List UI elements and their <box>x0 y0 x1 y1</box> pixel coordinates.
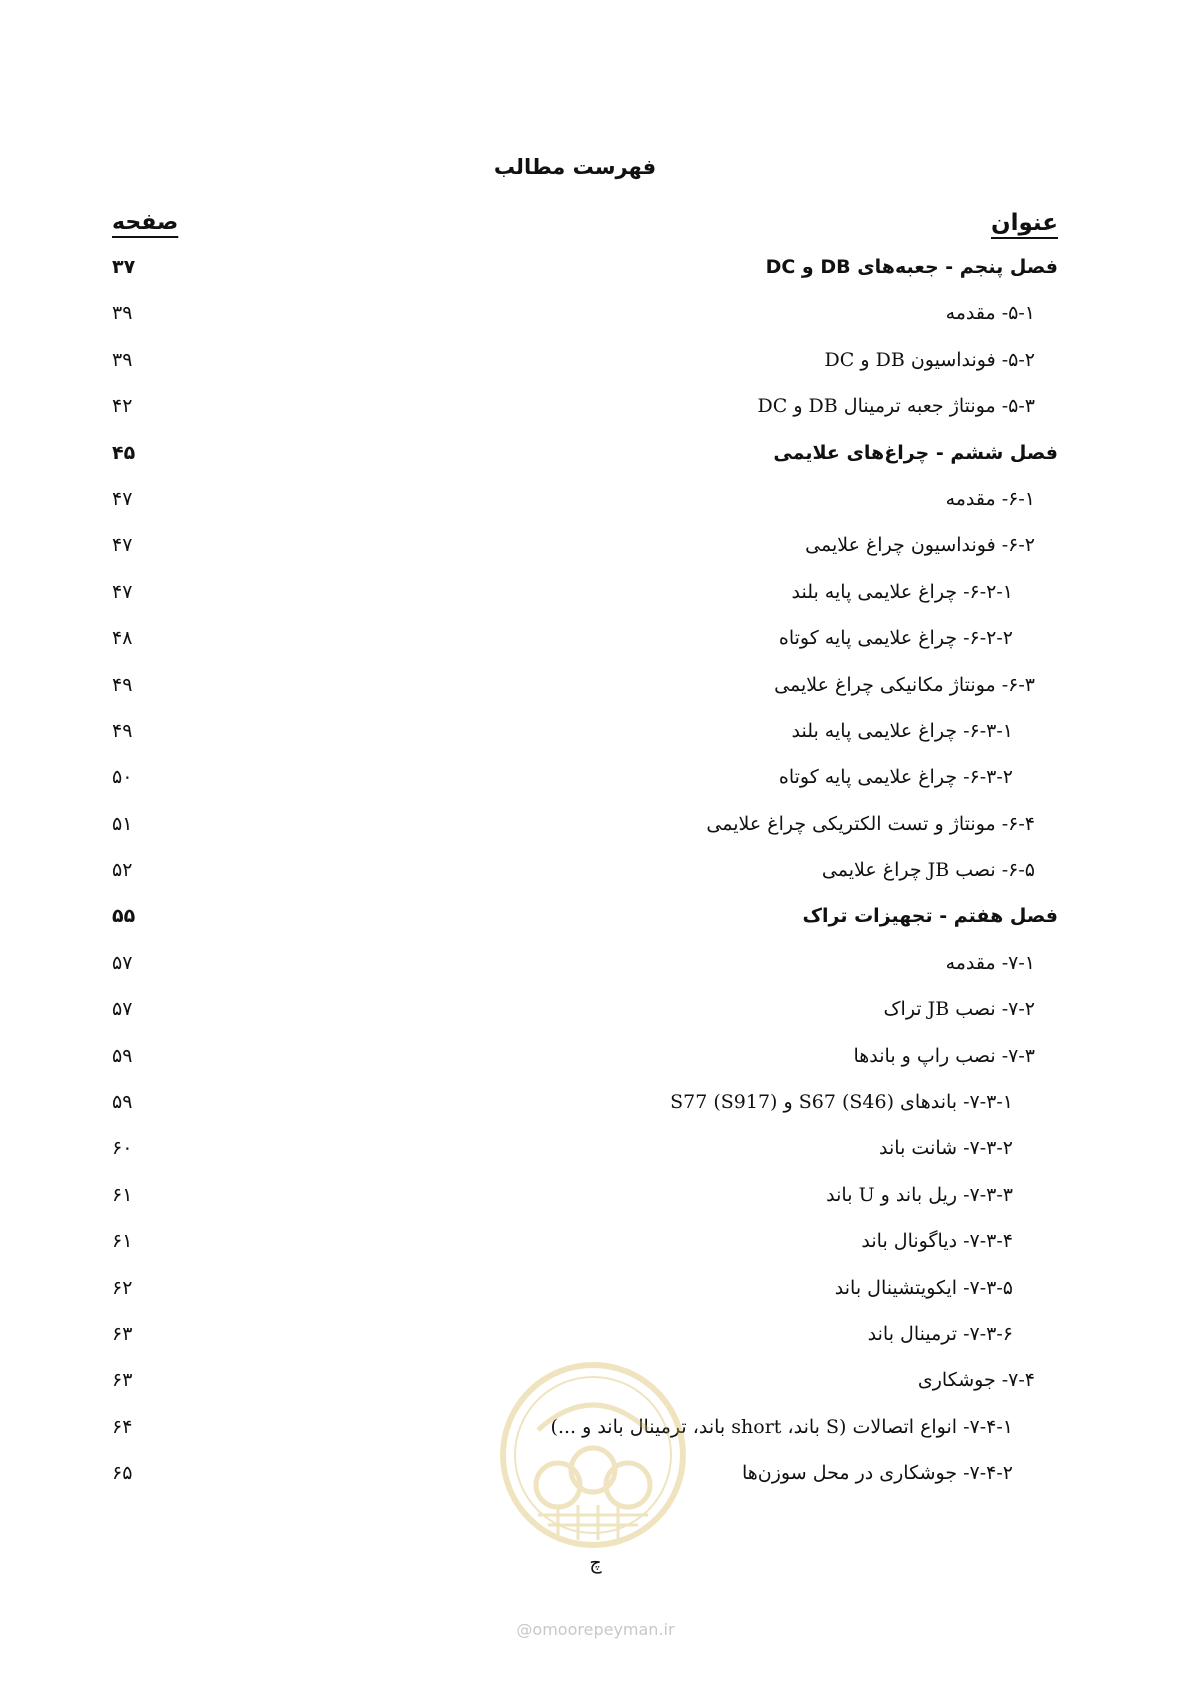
toc-entry <box>0 809 1191 855</box>
toc-entry-title: فصل پنجم - جعبه‌های DB و DC <box>765 256 1058 278</box>
toc-entry <box>0 391 1191 437</box>
toc-entry-title: ۷-۳-۶- ترمینال باند <box>867 1322 1013 1345</box>
toc-entry <box>0 577 1191 623</box>
toc-entry-page: ۳۷ <box>112 256 136 278</box>
toc-entry <box>0 994 1191 1040</box>
toc-entry <box>0 901 1191 947</box>
toc-entry-title: ۷-۴-۲- جوشکاری در محل سوزن‌ها <box>742 1462 1013 1485</box>
watermark-text: @omoorepeyman.ir <box>516 1620 675 1639</box>
footer-page-letter: چ <box>589 1552 602 1574</box>
toc-entry-page: ۶۱ <box>112 1183 133 1206</box>
toc-entry-title: ۷-۱- مقدمه <box>945 951 1035 974</box>
toc-entry <box>0 252 1191 298</box>
toc-entry-title: ۶-۲-۲- چراغ علایمی پایه کوتاه <box>778 627 1013 650</box>
toc-entry <box>0 1273 1191 1319</box>
toc-entry-title: ۶-۳- مونتاژ مکانیکی چراغ علایمی <box>774 673 1035 696</box>
toc-entry-title: ۷-۳-۴- دیاگونال باند <box>861 1230 1013 1253</box>
toc-entry-title: فصل هفتم - تجهیزات تراک <box>802 905 1058 928</box>
toc-entry <box>0 623 1191 669</box>
toc-entry-title: ۷-۴-۱- انواع اتصالات (S باند، short باند، ترمینال باند و ...) <box>550 1415 1013 1438</box>
toc-entry-page: ۳۹ <box>112 302 133 325</box>
toc-entry-title: ۶-۲- فونداسیون چراغ علایمی <box>805 534 1035 557</box>
toc-entry <box>0 1087 1191 1133</box>
toc-entry-page: ۴۷ <box>112 580 133 603</box>
toc-entry-page: ۳۹ <box>112 348 133 371</box>
toc-entry <box>0 1319 1191 1365</box>
toc-entry-title: ۵-۳- مونتاژ جعبه ترمینال DB و DC <box>757 395 1035 418</box>
toc-entry <box>0 1041 1191 1087</box>
toc-entry-page: ۶۰ <box>112 1137 133 1160</box>
toc-entry <box>0 1180 1191 1226</box>
toc-entry-title: فصل ششم - چراغ‌های علایمی <box>773 441 1058 464</box>
toc-entry-title: ۵-۲- فونداسیون DB و DC <box>824 348 1035 371</box>
toc-entry-title: ۶-۳-۱- چراغ علایمی پایه بلند <box>791 719 1013 742</box>
toc-entry-title: ۶-۳-۲- چراغ علایمی پایه کوتاه <box>778 766 1013 789</box>
toc-entry <box>0 484 1191 530</box>
toc-entry-page: ۴۵ <box>112 441 136 464</box>
toc-entry-title: ۶-۴- مونتاژ و تست الکتریکی چراغ علایمی <box>706 812 1035 835</box>
toc-entry-page: ۴۷ <box>112 534 133 557</box>
title-column-header: عنوان <box>990 210 1058 236</box>
toc-entry-page: ۴۹ <box>112 719 133 742</box>
toc-entry-page: ۶۳ <box>112 1322 133 1345</box>
toc-entry-title: ۷-۳-۲- شانت باند <box>879 1137 1013 1160</box>
toc-entry <box>0 762 1191 808</box>
toc-entry-title: ۵-۱- مقدمه <box>945 302 1035 325</box>
toc-entry-title: ۷-۳- نصب راپ و باندها <box>853 1044 1035 1067</box>
toc-entry-page: ۵۲ <box>112 859 133 882</box>
toc-entry-page: ۶۲ <box>112 1276 133 1299</box>
toc-entry-page: ۵۵ <box>112 905 136 928</box>
toc-list <box>0 252 1191 1505</box>
toc-entry-page: ۴۹ <box>112 673 133 696</box>
toc-entry-page: ۵۱ <box>112 812 133 835</box>
watermark-logo-icon <box>498 1360 688 1550</box>
toc-entry-page: ۵۹ <box>112 1091 133 1114</box>
toc-entry-page: ۵۹ <box>112 1044 133 1067</box>
toc-entry-page: ۶۵ <box>112 1462 133 1485</box>
toc-entry <box>0 855 1191 901</box>
toc-entry <box>0 1226 1191 1272</box>
toc-entry-page: ۶۱ <box>112 1230 133 1253</box>
toc-entry-page: ۵۰ <box>112 766 133 789</box>
toc-entry <box>0 438 1191 484</box>
toc-entry-title: ۶-۱- مقدمه <box>945 487 1035 510</box>
toc-entry-page: ۶۴ <box>112 1415 133 1438</box>
toc-entry-title: ۶-۲-۱- چراغ علایمی پایه بلند <box>791 580 1013 603</box>
toc-entry-page: ۵۷ <box>112 951 133 974</box>
toc-entry-page: ۴۲ <box>112 395 133 418</box>
toc-entry-title: ۶-۵- نصب JB چراغ علایمی <box>821 859 1035 882</box>
toc-entry <box>0 298 1191 344</box>
toc-entry <box>0 670 1191 716</box>
toc-entry-page: ۶۳ <box>112 1369 133 1392</box>
page-column-header: صفحه <box>112 210 179 235</box>
toc-entry-page: ۵۷ <box>112 998 133 1021</box>
toc-entry-title: ۷-۳-۱- باندهای S67 (S46) و S77 (S917) <box>670 1091 1013 1114</box>
page-title: فهرست مطالب <box>493 155 657 179</box>
toc-entry-page: ۴۷ <box>112 487 133 510</box>
toc-entry-title: ۷-۳-۵- ایکویتشینال باند <box>834 1276 1013 1299</box>
toc-entry-title: ۷-۴- جوشکاری <box>917 1369 1035 1392</box>
toc-entry-title: ۷-۳-۳- ریل باند و U باند <box>826 1183 1013 1206</box>
toc-entry-page: ۴۸ <box>112 627 133 650</box>
toc-entry <box>0 948 1191 994</box>
toc-entry-title: ۷-۲- نصب JB تراک <box>883 998 1035 1021</box>
toc-entry <box>0 1133 1191 1179</box>
toc-entry <box>0 345 1191 391</box>
toc-entry <box>0 716 1191 762</box>
toc-entry <box>0 530 1191 576</box>
